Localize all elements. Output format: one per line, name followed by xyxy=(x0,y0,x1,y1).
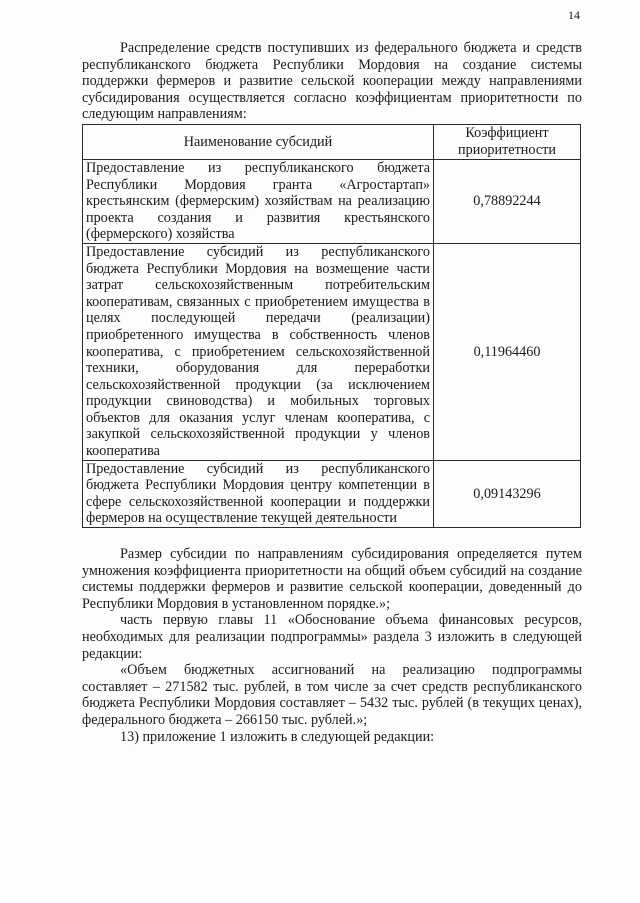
header-subsidy-name: Наименование субсидий xyxy=(83,124,434,159)
table-row xyxy=(83,243,581,460)
subsidy-table xyxy=(82,124,581,528)
subsidy-name-cell: Предоставление из республиканского бюджета Республики Мордовия гранта «Агростартап» крестьянским (фермерским) хозяйствам на реализацию проекта создания и развития крестьянского (фермерского) хозяйства xyxy=(83,159,434,243)
appendix-amendment-paragraph: 13) приложение 1 изложить в следующей редакции: xyxy=(120,728,435,745)
subsidy-name-cell: Предоставление субсидий из республиканского бюджета Республики Мордовия центру компетенции в сфере сельскохозяйственной кооперации и поддержки фермеров на осуществление текущей деятельности xyxy=(83,460,434,527)
header-priority-coefficient: Коэффициент приоритетности xyxy=(434,124,581,159)
coefficient-cell: 0,09143296 xyxy=(434,460,581,527)
document-body xyxy=(82,40,582,745)
table-row xyxy=(83,159,581,243)
intro-paragraph: Распределение средств поступивших из федерального бюджета и средств республиканского бюджета Республики Мордовия на создание системы поддержки фермеров и развитие сельской кооперации между направлениями субсидирования осуществляется согласно коэффициентам приоритетности по следующим направлениям: xyxy=(82,40,582,123)
page-number: 14 xyxy=(568,8,580,22)
table-header-row xyxy=(83,124,581,159)
coefficient-cell: 0,78892244 xyxy=(434,159,581,243)
subsidy-size-paragraph: Размер субсидии по направлениям субсидирования определяется путем умножения коэффициента приоритетности на общий объем субсидий на создание системы поддержки фермеров и развитие сельской кооперации, доведенный до Республики Мордовия в установленном порядке.»; xyxy=(82,546,582,612)
table-row xyxy=(83,460,581,527)
subsidy-name-cell: Предоставление субсидий из республиканского бюджета Республики Мордовия на возмещение части затрат сельскохозяйственным потребительским кооперативам, связанных с приобретением имущества в целях последующей передачи (реализации) приобретенного имущества в собственность членов кооператива, с приобретением сельскохозяйственной техники, оборудования для переработки сельскохозяйственной продукции (за исключением продукции свиноводства) и мобильных торговых объектов для оказания услуг членам кооператива, с закупкой сельскохозяйственной продукции у членов кооператива xyxy=(83,243,434,460)
coefficient-cell: 0,11964460 xyxy=(434,243,581,460)
chapter-amendment-paragraph: часть первую главы 11 «Обоснование объема финансовых ресурсов, необходимых для реализации подпрограммы» раздела 3 изложить в следующей редакции: xyxy=(82,612,582,662)
following-text xyxy=(82,546,582,745)
budget-allocation-paragraph: «Объем бюджетных ассигнований на реализацию подпрограммы составляет – 271582 тыс. рублей, в том числе за счет средств республиканского бюджета Республики Мордовия составляет – 5432 тыс. рублей (в текущих ценах), федерального бюджета – 266150 тыс. рублей.»; xyxy=(82,662,582,728)
